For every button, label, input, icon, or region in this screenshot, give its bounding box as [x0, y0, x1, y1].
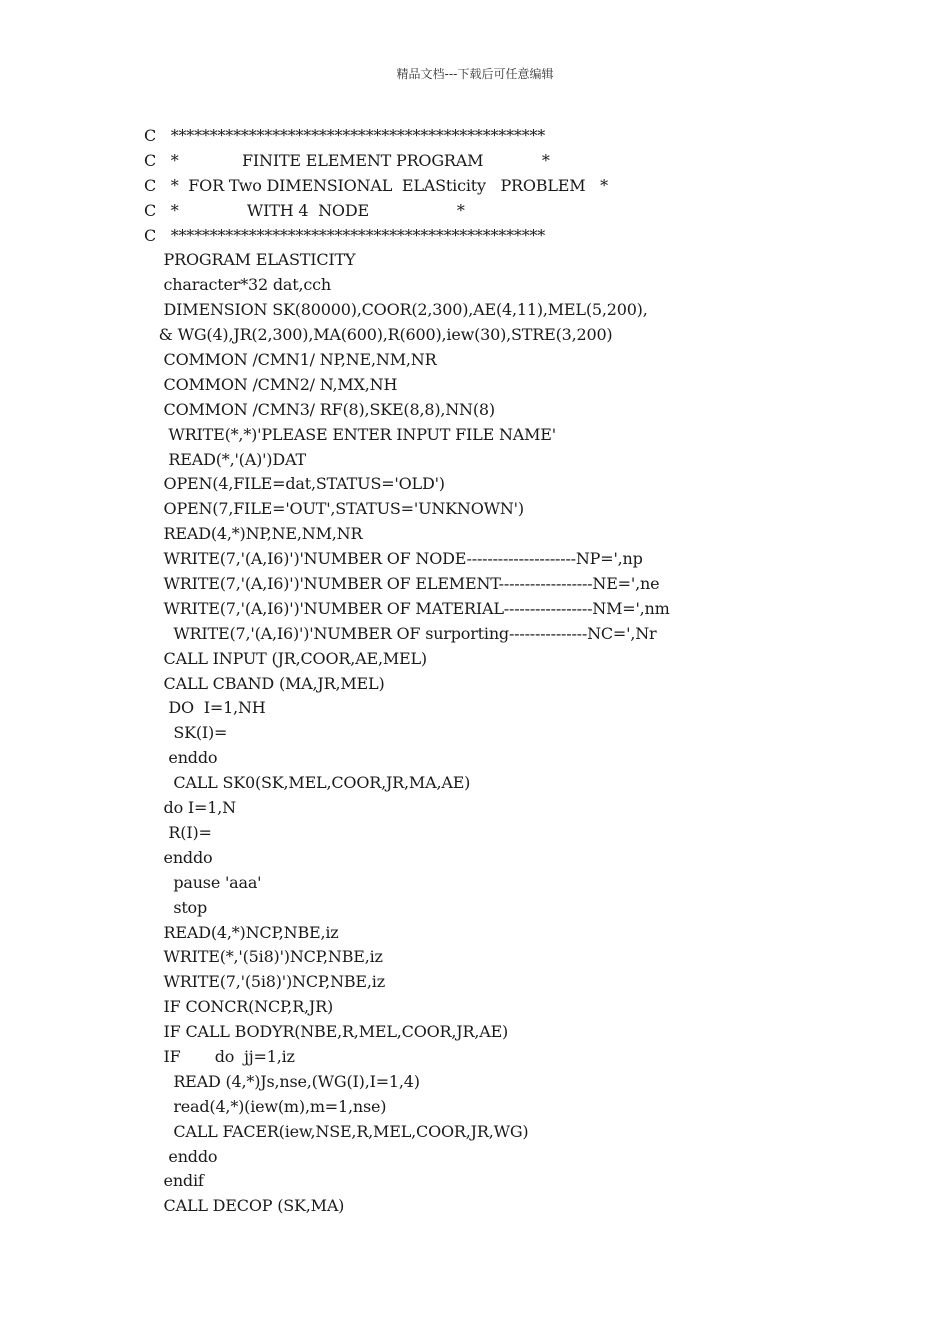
code-line: C * FINITE ELEMENT PROGRAM * — [144, 150, 550, 170]
code-line: READ(4,*)NP,NE,NM,NR — [144, 524, 363, 544]
code-line: CALL SK0(SK,MEL,COOR,JR,MA,AE) — [144, 773, 471, 793]
code-line: C ************************************************ — [144, 126, 546, 145]
code-line: CALL CBAND (MA,JR,MEL) — [144, 673, 385, 693]
code-listing — [144, 124, 904, 1219]
code-line: pause 'aaa' — [144, 872, 262, 892]
code-line: OPEN(7,FILE='OUT',STATUS='UNKNOWN') — [144, 499, 524, 519]
code-line: OPEN(4,FILE=dat,STATUS='OLD') — [144, 474, 445, 494]
code-line: CALL FACER(iew,NSE,R,MEL,COOR,JR,WG) — [144, 1121, 529, 1141]
code-line: CALL INPUT (JR,COOR,AE,MEL) — [144, 648, 427, 668]
code-line: WRITE(7,'(5i8)')NCP,NBE,iz — [144, 972, 385, 992]
code-line: DIMENSION SK(80000),COOR(2,300),AE(4,11),MEL(5,200), — [144, 300, 648, 320]
code-line: do I=1,N — [144, 798, 236, 818]
code-line: WRITE(7,'(A,I6)')'NUMBER OF NODE---------------------NP=',np — [144, 549, 643, 569]
code-line: IF do jj=1,iz — [144, 1046, 295, 1066]
code-line: enddo — [144, 748, 218, 768]
code-line: READ (4,*)Js,nse,(WG(I),I=1,4) — [144, 1071, 420, 1091]
code-line: enddo — [144, 1146, 218, 1166]
code-line: R(I)= — [144, 822, 212, 842]
code-line: stop — [144, 897, 208, 917]
code-line: C * FOR Two DIMENSIONAL ELASticity PROBLEM * — [144, 175, 608, 195]
code-line: PROGRAM ELASTICITY — [144, 250, 356, 270]
code-line: IF CONCR(NCP,R,JR) — [144, 997, 334, 1017]
page-header: 精品文档---下载后可任意编辑 — [396, 67, 554, 81]
code-line: WRITE(7,'(A,I6)')'NUMBER OF surporting---------------NC=',Nr — [144, 623, 657, 643]
code-line: COMMON /CMN3/ RF(8),SKE(8,8),NN(8) — [144, 399, 495, 419]
code-line: character*32 dat,cch — [144, 275, 332, 295]
code-line: CALL DECOP (SK,MA) — [144, 1196, 345, 1216]
code-line: read(4,*)(iew(m),m=1,nse) — [144, 1096, 387, 1116]
code-line: enddo — [144, 847, 213, 867]
code-line: C ************************************************ — [144, 225, 546, 245]
code-line: DO I=1,NH — [144, 698, 266, 718]
code-line: WRITE(7,'(A,I6)')'NUMBER OF MATERIAL-----------------NM=',nm — [144, 598, 670, 618]
code-line: WRITE(7,'(A,I6)')'NUMBER OF ELEMENT------------------NE=',ne — [144, 574, 660, 594]
code-line: READ(4,*)NCP,NBE,iz — [144, 922, 339, 942]
code-line: COMMON /CMN1/ NP,NE,NM,NR — [144, 350, 437, 370]
code-line: COMMON /CMN2/ N,MX,NH — [144, 374, 398, 394]
code-line: C * WITH 4 NODE * — [144, 200, 465, 220]
code-line: WRITE(*,*)'PLEASE ENTER INPUT FILE NAME' — [144, 424, 556, 444]
code-line: endif — [144, 1171, 204, 1191]
code-line: READ(*,'(A)')DAT — [144, 449, 306, 469]
code-line: IF CALL BODYR(NBE,R,MEL,COOR,JR,AE) — [144, 1022, 509, 1042]
code-line: & WG(4),JR(2,300),MA(600),R(600),iew(30),STRE(3,200) — [144, 325, 613, 345]
code-line: SK(I)= — [144, 723, 228, 743]
code-line: WRITE(*,'(5i8)')NCP,NBE,iz — [144, 947, 383, 967]
